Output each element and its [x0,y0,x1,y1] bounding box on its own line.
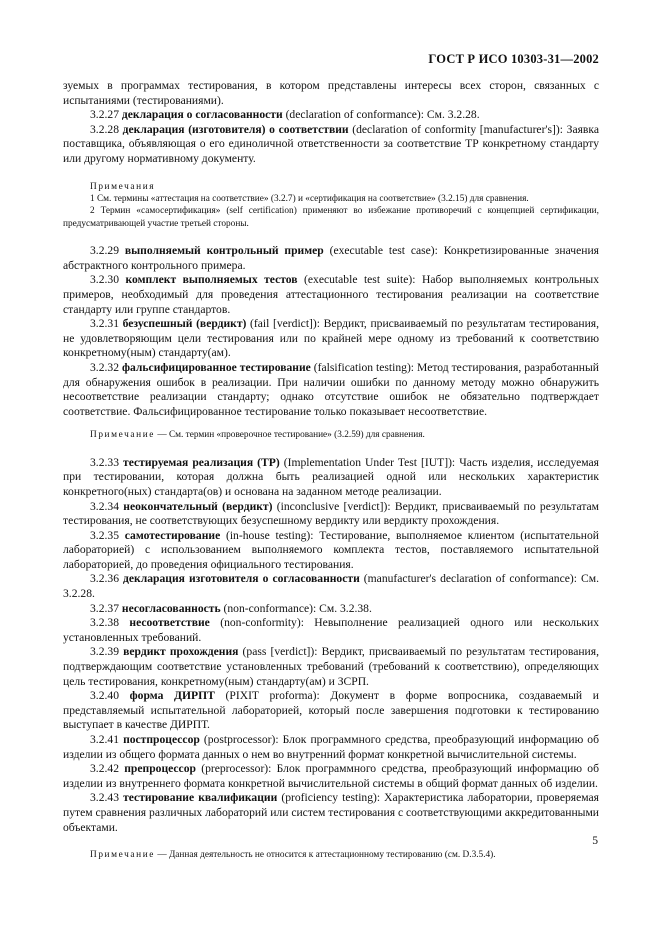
definition-entry [63,689,599,733]
definition-number: 3.2.35 [90,528,119,542]
document-header: ГОСТ Р ИСО 10303-31—2002 [428,52,599,66]
definition-number: 3.2.38 [90,616,119,630]
definition-term: несоответствие [129,616,210,630]
definition-number: 3.2.28 [90,122,119,136]
definitions-group-1 [63,108,599,166]
definition-text: (non-conformance): См. 3.2.38. [220,601,372,615]
definition-entry [63,529,599,573]
definition-entry [63,273,599,317]
definition-number: 3.2.27 [90,108,119,122]
notes-heading: Примечания [90,181,156,192]
definition-entry [63,762,599,791]
definition-text: (postprocessor): Блок программного средства, преобразующий информацию об изделии из общего формата данных о нем во внутренний формат конкретной вычислительной системы. [63,733,599,761]
note-item-1: 1 См. термины «аттестация на соответствие» (3.2.7) и «сертификация на соответствие» (3.2.15) для сравнения. [90,193,529,204]
definition-term: безуспешный (вердикт) [122,317,247,331]
definition-entry [63,123,599,167]
definition-text: (proficiency testing): Характеристика лаборатории, проверяемая путем сравнения различных лабораторий или систем тестирования с соответствующими аккредитованными объектами. [63,791,599,834]
definition-text: (falsification testing): Метод тестирования, разработанный для обнаружения ошибок в реализации. При наличии ошибки по данному методу можно обнаружить несоответствие реализации стандарту; однако отсутствие ошибок не обязательно подтверждает соответствие. Фальсифицированное тестирование только показывает несоответствие. [63,360,600,418]
definition-term: несогласованность [121,601,221,615]
definition-number: 3.2.34 [90,499,119,513]
definition-entry [63,108,599,123]
definition-term: декларация (изготовителя) о соответствии [122,122,349,136]
definition-text: (manufacturer's declaration of conformance): См. 3.2.28. [63,572,599,601]
definition-term: комплект выполняемых тестов [125,273,298,287]
definition-number: 3.2.30 [90,273,119,287]
definition-entry [63,616,599,645]
note-text: — См. термин «проверочное тестирование» (3.2.59) для сравнения. [155,430,425,441]
definition-term: постпроцессор [123,733,200,746]
definition-entry [63,733,599,762]
notes-block-2 [63,429,599,441]
definition-text: (inconclusive [verdict]): Вердикт, присваиваемый по результатам тестирования, не соответствующих безуспешному вердикту или вердикту прохождения. [63,499,600,528]
definitions-group-3 [63,456,599,835]
definition-text: (declaration of conformance): См. 3.2.28. [282,108,480,122]
definition-term: форма ДИРПТ [129,689,215,703]
definition-entry [63,791,599,835]
definition-text: (fail [verdict]): Вердикт, присваиваемый по результатам тестирования, не удовлетворяющим цели тестирования или по крайней мере одному из требований к соответствию конкретному(ным) стандарту(ам). [63,317,599,360]
note-label: Примечание [90,850,155,861]
definition-number: 3.2.36 [90,572,119,586]
definition-text: (pass [verdict]): Вердикт, присваиваемый по результатам тестирования, подтверждающим соответствие установленных требований (требований к соответствию), определяющих цель тестирования, конкретному(ным) стандарту(ам) и ЗСРП. [63,645,599,688]
definition-text: (in-house testing): Тестирование, выполняемое клиентом (испытательной лабораторией) с использованием выполняемого комплекта тестов, поставляемого испытательной лабораторией, до проведения официального тестирования. [63,528,600,571]
definition-term: тестируемая реализация (ТР) [123,455,280,469]
definition-entry [63,602,599,617]
intro-paragraph: зуемых в программах тестирования, в котором представлены интересы всех сторон, связанных с испытаниями (тестированиями). [63,79,599,107]
definition-term: декларация о согласованности [121,108,283,122]
definition-number: 3.2.37 [90,601,119,615]
definition-number: 3.2.29 [90,244,119,258]
notes-block-3 [63,849,599,861]
definition-number: 3.2.33 [90,455,119,469]
definition-text: (PIXIT proforma): Документ в форме вопросника, создаваемый и представляемый испытательной лабораторией, который после завершения подготовки к тестированию выступает в качестве ДИРПТ. [63,689,599,732]
definition-number: 3.2.32 [90,360,119,374]
definition-number: 3.2.39 [90,645,119,659]
definition-term: тестирование квалификации [123,791,278,805]
note-label: Примечание [90,430,155,441]
definition-term: самотестирование [124,528,221,542]
definition-entry [63,244,599,273]
definition-number: 3.2.43 [90,791,119,805]
definition-number: 3.2.42 [90,762,119,776]
definition-term: препроцессор [124,762,196,776]
definition-entry [63,645,599,689]
definition-text: (declaration of conformity [manufacturer's]): Заявка поставщика, объявляющая о его единоличной ответственности за соответствие ТР конкретному стандарту или другому нормативному документу. [63,122,600,165]
definition-term: выполняемый контрольный пример [124,244,324,258]
definition-term: неокончательный (вердикт) [123,499,273,513]
note-text: — Данная деятельность не относится к аттестационному тестированию (см. D.3.5.4). [155,850,496,861]
note-item-2: 2 Термин «самосертификация» (self certification) применяют во избежание противоречий с концепцией сертификации, предусматривающей участие третьей стороны. [63,206,599,229]
page-number: 5 [592,834,598,847]
definition-text: (preprocessor): Блок программного средства, преобразующий информацию об изделии из внутреннего формата конкретной вычислительной системы в общий формат данных об изделии. [63,762,599,790]
definition-number: 3.2.31 [90,317,119,331]
definition-text: (non-conformity): Невыполнение реализацией одного или нескольких установленных требований. [63,616,600,644]
definition-entry [63,572,599,601]
definition-term: фальсифицированное тестирование [122,360,311,374]
document-body [63,79,599,862]
notes-block-1 [63,181,599,231]
definition-entry [63,317,599,361]
definition-number: 3.2.40 [90,689,119,703]
definition-term: вердикт прохождения [123,645,239,659]
definition-text: (executable test suite): Набор выполняемых контрольных примеров, необходимый для проведения аттестационного тестирования реализации на соответствие стандарту или группе стандартов. [63,273,599,316]
definition-entry [63,500,599,529]
definition-number: 3.2.41 [90,733,119,746]
definitions-group-2 [63,244,599,419]
definition-entry [63,456,599,500]
definition-text: (executable test case): Конкретизированные значения абстрактного контрольного примера. [63,244,599,272]
definition-term: декларация изготовителя о согласованности [123,572,360,586]
definition-text: (Implementation Under Test [IUT]): Часть изделия, исследуемая при тестировании, которая должна быть реализацией одной или нескольких характеристик конкретного(ных) стандарта(ов) и основана на заданном методе реализации. [63,455,599,498]
definition-entry [63,361,599,419]
